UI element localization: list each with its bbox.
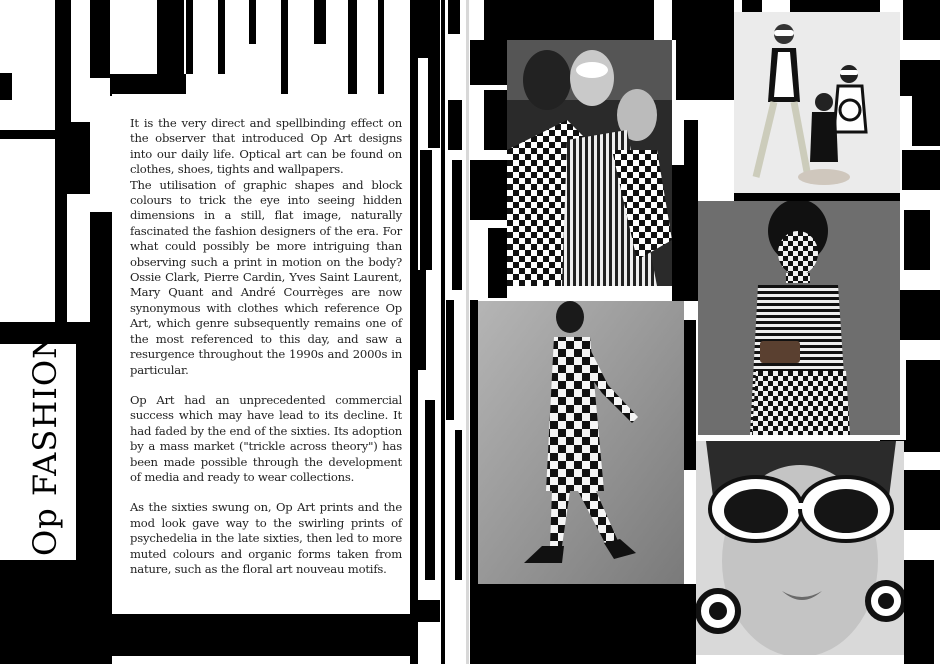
- section-title: Op FASHION: [26, 329, 64, 556]
- photo-checkerboard-head: [698, 201, 900, 435]
- photo-three-models: [507, 40, 672, 286]
- article-paragraph: It is the very direct and spellbinding effect on the observer that introduced Op Art designs into our daily life. Optical art can be found on clothes, shoes, tights and wallpapers.: [130, 116, 402, 177]
- photo-sunglasses-closeup: [696, 441, 904, 655]
- photo-swimsuits: [734, 12, 900, 193]
- page-fold: [466, 0, 469, 664]
- article-panel: [112, 94, 410, 614]
- photo-walking-model: [478, 301, 684, 584]
- article-paragraph: Op Art had an unprecedented commercial success which may have lead to its decline. It had faded by the end of the sixties. Its adoption by a mass market ("trickle across theory") has been made possible through the development of media and ready to wear collections.: [130, 392, 402, 484]
- article-body: [130, 116, 402, 577]
- article-paragraph: The utilisation of graphic shapes and block colours to trick the eye into seeing hidden dimensions in a still, flat image, naturally fascinated the fashion designers of the era. For what could possibly be more intriguing than observing such a print in motion on the body? Ossie Clark, Pierre Cardin, Yves Saint Laurent, Mary Quant and André Courrèges are now synonymous with clothes which reference Op Art, which genre subsequently remains one of the most referenced to this day, and saw a resurgence throughout the 1990s and 2000s in particular.: [130, 177, 402, 377]
- article-paragraph: As the sixties swung on, Op Art prints and the mod look gave way to the swirling prints of psychedelia in the late sixties, then led to more muted colours and organic forms taken from nature, such as the floral art nouveau motifs.: [130, 500, 402, 576]
